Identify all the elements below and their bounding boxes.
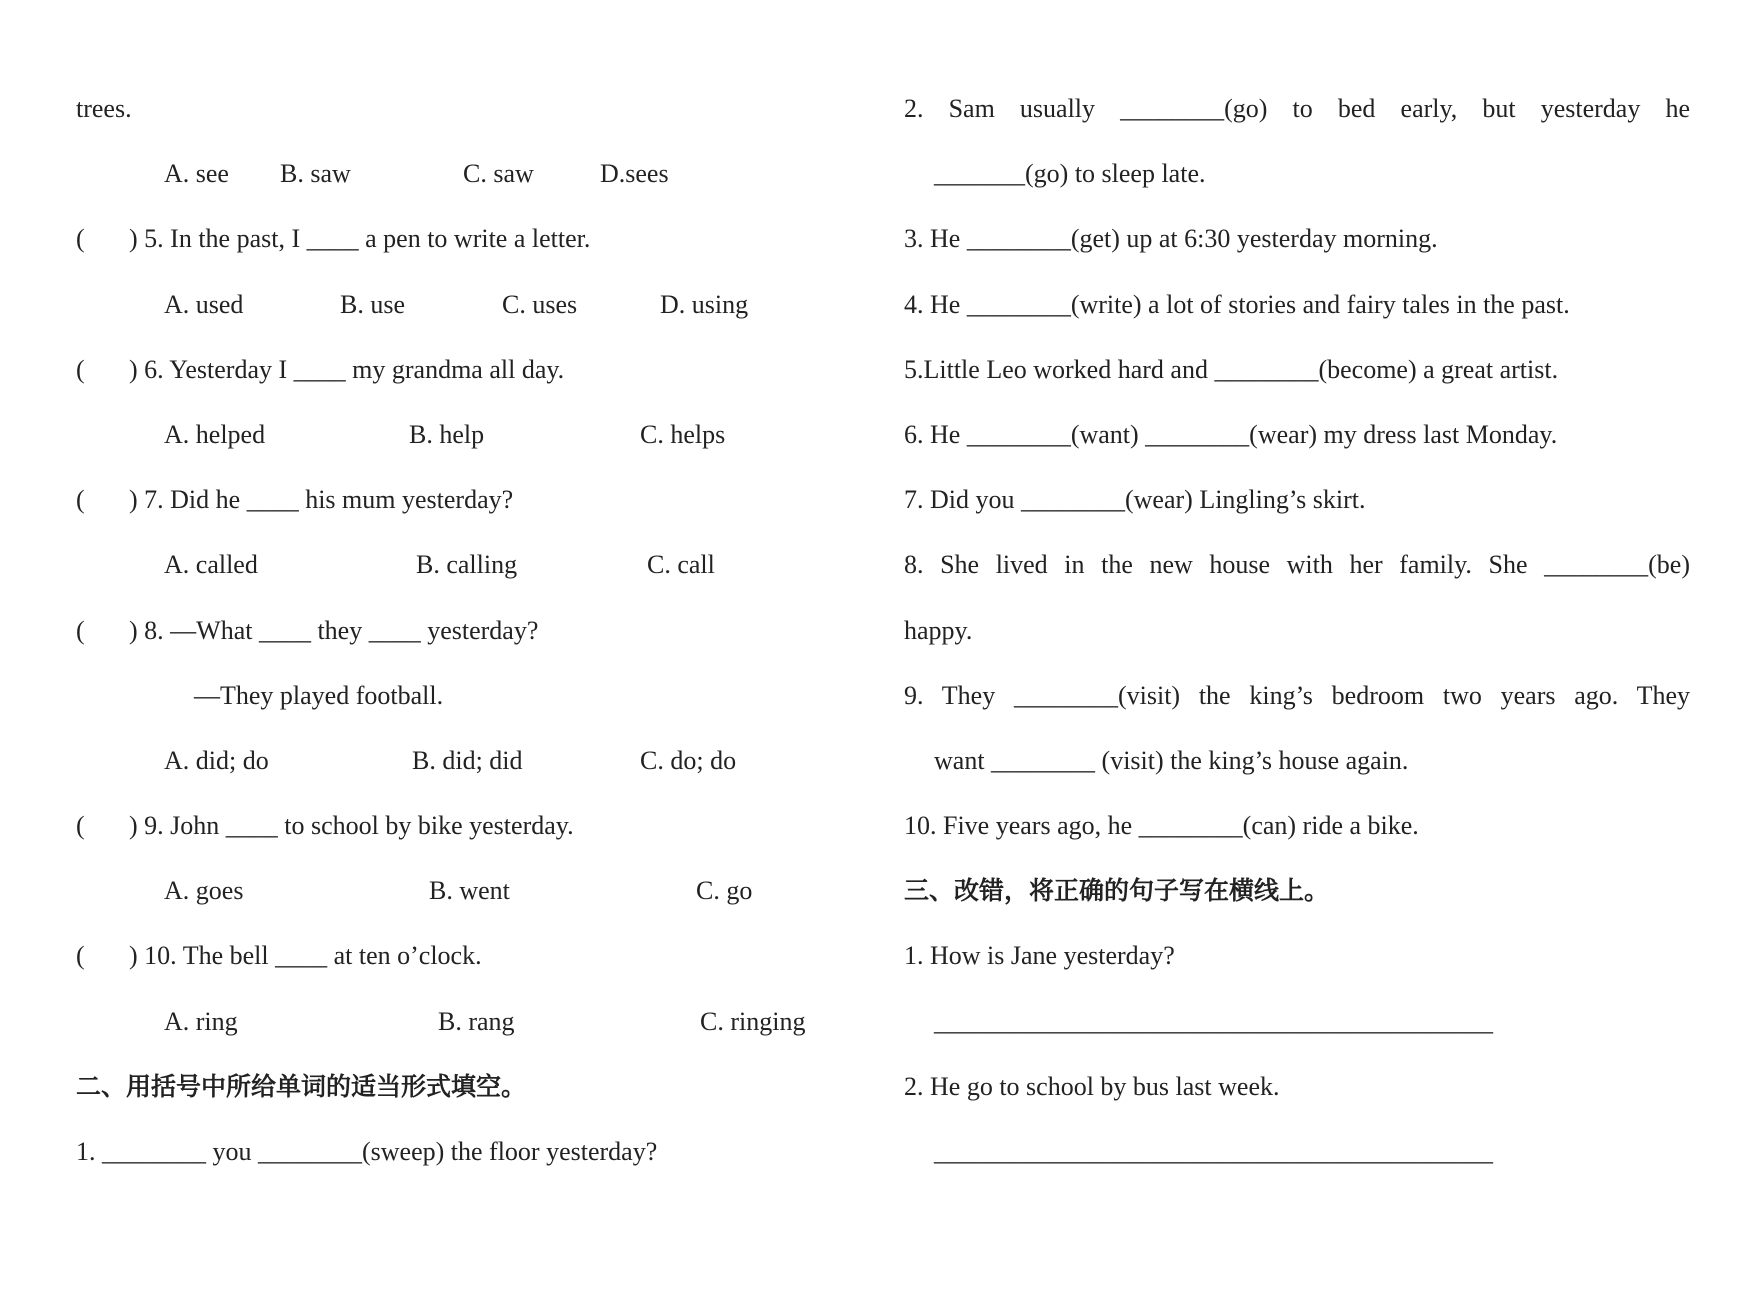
question-text: ) 5. In the past, I ____ a pen to write a letter. — [129, 224, 591, 254]
q9-options — [76, 858, 816, 923]
question-9 — [76, 793, 816, 858]
question-7 — [76, 467, 816, 532]
q4-options — [76, 141, 816, 206]
option-a: A. goes — [164, 876, 244, 906]
s2-question-9-line1[interactable]: 9. They ________(visit) the king’s bedroom two years ago. They — [904, 680, 1690, 710]
option-c: C. do; do — [640, 745, 737, 775]
answer-paren[interactable]: ( — [76, 485, 85, 515]
q7-options — [76, 532, 816, 597]
option-d: D.sees — [600, 159, 669, 189]
option-b: B. use — [340, 289, 405, 319]
s3-answer-line-2[interactable]: ___________________________________________ — [934, 1137, 1493, 1166]
s2-question-4[interactable]: 4. He ________(write) a lot of stories and fairy tales in the past. — [904, 289, 1570, 319]
question-5 — [76, 206, 816, 271]
q8-options — [76, 728, 816, 793]
s2-question-10[interactable]: 10. Five years ago, he ________(can) ride a bike. — [904, 811, 1419, 841]
option-c: C. helps — [640, 419, 726, 449]
answer-paren[interactable]: ( — [76, 615, 85, 645]
question-8 — [76, 598, 816, 663]
option-a: A. ring — [164, 1006, 238, 1036]
s2-question-9-line2[interactable]: want ________ (visit) the king’s house again. — [934, 745, 1409, 775]
option-c: C. uses — [502, 289, 578, 319]
s2-question-7[interactable]: 7. Did you ________(wear) Lingling’s skirt. — [904, 485, 1366, 515]
option-a: A. did; do — [164, 745, 269, 775]
left-column — [76, 76, 816, 1184]
q6-options — [76, 402, 816, 467]
answer-paren[interactable]: ( — [76, 941, 85, 971]
option-a: A. see — [164, 159, 229, 189]
option-b: B. went — [429, 876, 510, 906]
q10-options — [76, 989, 816, 1054]
s2-question-3[interactable]: 3. He ________(get) up at 6:30 yesterday morning. — [904, 224, 1438, 254]
option-b: B. saw — [280, 159, 351, 189]
s2-question-6[interactable]: 6. He ________(want) ________(wear) my dress last Monday. — [904, 419, 1558, 449]
answer-paren[interactable]: ( — [76, 224, 85, 254]
option-c: C. saw — [463, 159, 534, 189]
option-a: A. called — [164, 550, 258, 580]
s2-question-5[interactable]: 5.Little Leo worked hard and ________(become) a great artist. — [904, 354, 1559, 384]
option-a: A. used — [164, 289, 244, 319]
s2-question-8-line2: happy. — [904, 615, 973, 645]
question-text: ) 6. Yesterday I ____ my grandma all day. — [129, 354, 565, 384]
question-text: ) 10. The bell ____ at ten o’clock. — [129, 941, 482, 971]
s2-question-2-line1[interactable]: 2. Sam usually ________(go) to bed early, but yesterday he — [904, 94, 1690, 123]
s3-answer-line-1[interactable]: ___________________________________________ — [934, 1006, 1493, 1036]
option-c: C. call — [647, 550, 715, 580]
option-b: B. calling — [416, 550, 518, 580]
answer-paren[interactable]: ( — [76, 811, 85, 841]
q5-options — [76, 272, 816, 337]
option-c: C. go — [696, 876, 753, 906]
option-a: A. helped — [164, 419, 266, 449]
option-b: B. rang — [438, 1006, 515, 1036]
s3-question-2: 2. He go to school by bus last week. — [904, 1071, 1280, 1101]
option-d: D. using — [660, 289, 749, 319]
option-c: C. ringing — [700, 1006, 806, 1036]
question-text: ) 7. Did he ____ his mum yesterday? — [129, 485, 514, 515]
answer-paren[interactable]: ( — [76, 354, 85, 384]
s2-question-2-line2[interactable]: _______(go) to sleep late. — [934, 159, 1206, 189]
section-2-heading: 二、用括号中所给单词的适当形式填空。 — [76, 1071, 527, 1101]
question-text: ) 9. John ____ to school by bike yesterday. — [129, 811, 574, 841]
s2-question-8-line1[interactable]: 8. She lived in the new house with her family. She ________(be) — [904, 550, 1690, 580]
question-6 — [76, 337, 816, 402]
s2-question-1[interactable]: 1. ________ you ________(sweep) the floor yesterday? — [76, 1137, 658, 1166]
question-text: ) 8. —What ____ they ____ yesterday? — [129, 615, 539, 645]
carry-over-text: trees. — [76, 94, 132, 123]
question-10 — [76, 923, 816, 988]
right-column — [904, 76, 1690, 1184]
option-b: B. help — [409, 419, 485, 449]
section-3-heading: 三、改错，将正确的句子写在横线上。 — [904, 876, 1330, 906]
q8-dialog-answer: —They played football. — [194, 680, 444, 710]
option-b: B. did; did — [412, 745, 523, 775]
s3-question-1: 1. How is Jane yesterday? — [904, 941, 1175, 971]
